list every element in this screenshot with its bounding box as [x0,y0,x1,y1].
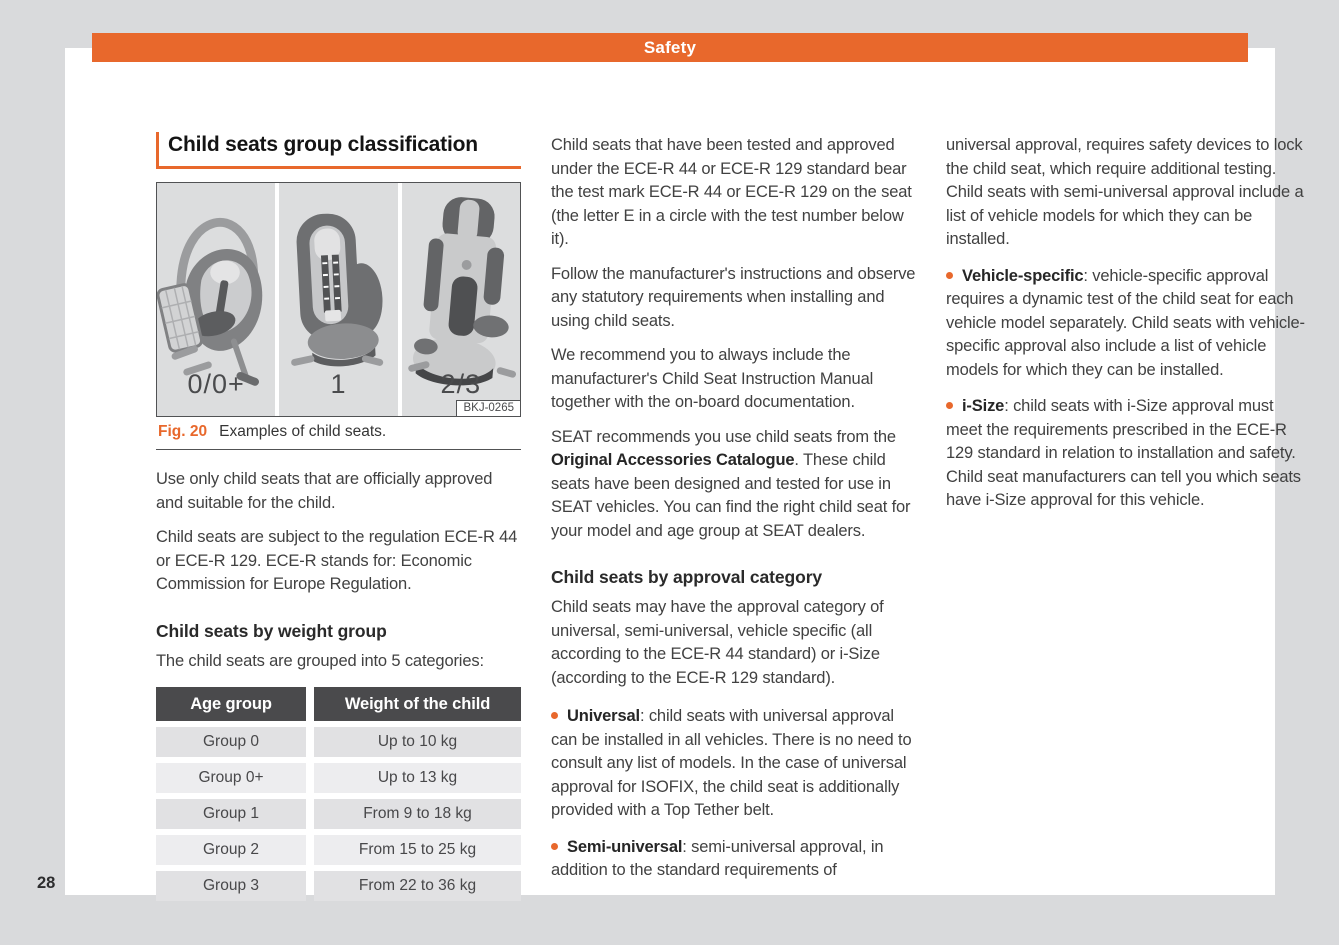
table-row [156,835,521,865]
figure-caption-number: Fig. 20 [158,423,208,440]
bullet-semi-universal [551,836,916,883]
table-cell: Group 2 [156,835,306,865]
subheading-approval-category: Child seats by approval category [551,567,823,587]
paragraph: Child seats are subject to the regulation ECE-R 44 or ECE-R 129. ECE-R stands for: Economic Commission for Europe Regulation. [156,528,518,593]
bullet-icon [551,712,558,719]
subheading-weight-group: Child seats by weight group [156,620,387,641]
table-cell: From 9 to 18 kg [314,799,521,829]
table-cell: Up to 13 kg [314,763,521,793]
table-cell: Group 0+ [156,763,306,793]
figure-panel-group23 [402,183,520,416]
table-header-weight: Weight of the child [314,687,521,721]
paragraph: Child seats that have been tested and approved under the ECE-R 44 or ECE-R 129 standard bear the test mark ECE-R 44 or ECE-R 129 on the seat (the letter E in a circle with the test number below it). [551,136,912,248]
bullet-term: Semi-universal [567,837,683,856]
middle-column [551,134,916,896]
group-label-0: 0/0+ [187,369,245,399]
table-row [156,763,521,793]
bullet-text: : child seats with i-Size approval must meet the requirements prescribed in the ECE-R 129 standard in relation to installation and safety. Child seat manufacturers can tell you which seats have i-Size approval for this vehicle. [946,397,1301,509]
figure-20 [156,182,521,417]
chapter-title: Safety [643,37,697,57]
group-label-1: 1 [330,369,347,399]
paragraph [551,426,916,544]
paragraph: Follow the manufacturer's instructions and observe any statutory requirements when installing and using child seats. [551,264,916,330]
weight-group-table [156,687,521,901]
paragraph: universal approval, requires safety devices to lock the child seat, which require additional testing. Child seats with semi-universal approval include a list of vehicle models for which they can be installed. [946,136,1304,248]
paragraph: We recommend you to always include the manufacturer's Child Seat Instruction Manual together with the on-board documentation. [551,346,874,411]
table-cell: Group 3 [156,871,306,901]
group-label-23: 2/3 [440,369,482,399]
table-cell: Group 1 [156,799,306,829]
figure-panel-group1 [279,183,397,416]
bullet-text: : child seats with universal approval can be installed in all vehicles. There is no need to consult any list of models. In the case of universal approval for ISOFIX, the child seat is additionally provided with a Top Tether belt. [551,707,912,819]
figure-caption-text: Examples of child seats. [219,423,387,440]
bullet-text: : vehicle-specific approval requires a dynamic test of the child seat for each vehicle model separately. Child seats with vehicle-specific approval also include a list of vehicle models for which they can be installed. [946,266,1305,379]
bullet-term: Universal [567,707,640,725]
paragraph: Use only child seats that are officially approved and suitable for the child. [156,470,493,512]
chapter-header-bar [92,33,1248,62]
right-column [946,134,1311,526]
section-title-block [156,132,521,169]
bullet-icon [551,843,558,850]
text-run: . These child seats have been designed and tested for use in SEAT vehicles. You can find the right child seat for your model and age group at SEAT dealers. [551,451,911,540]
figure-panel-group0 [157,183,275,416]
bullet-i-size [946,395,1311,513]
bullet-text: : semi-universal approval, in addition to the standard requirements of [551,837,884,879]
table-cell: From 15 to 25 kg [314,835,521,865]
table-row [156,871,521,901]
bullet-universal [551,705,916,823]
paragraph: Child seats may have the approval category of universal, semi-universal, vehicle specific (all according to the ECE-R 44 standard) or i-Size (according to the ECE-R 129 standard). [551,598,884,687]
bold-run: Original Accessories Catalogue [551,451,795,469]
bullet-term: i-Size [962,397,1005,415]
figure-code-badge: BKJ-0265 [456,400,520,416]
table-header-row [156,687,521,721]
bullet-icon [946,272,953,279]
figure-caption [156,417,521,450]
manual-page [65,48,1305,895]
bullet-term: Vehicle-specific [962,266,1084,285]
paragraph: The child seats are grouped into 5 categories: [156,651,484,670]
bullet-icon [946,402,953,409]
bullet-vehicle-specific [946,265,1311,383]
table-row [156,727,521,757]
table-row [156,799,521,829]
section-title: Child seats group classification [168,133,478,156]
left-column [156,132,521,907]
page-number: 28 [37,874,56,892]
table-header-age-group: Age group [156,687,306,721]
table-cell: From 22 to 36 kg [314,871,521,901]
table-cell: Up to 10 kg [314,727,521,757]
text-run: SEAT recommends you use child seats from the [551,427,896,446]
table-cell: Group 0 [156,727,306,757]
